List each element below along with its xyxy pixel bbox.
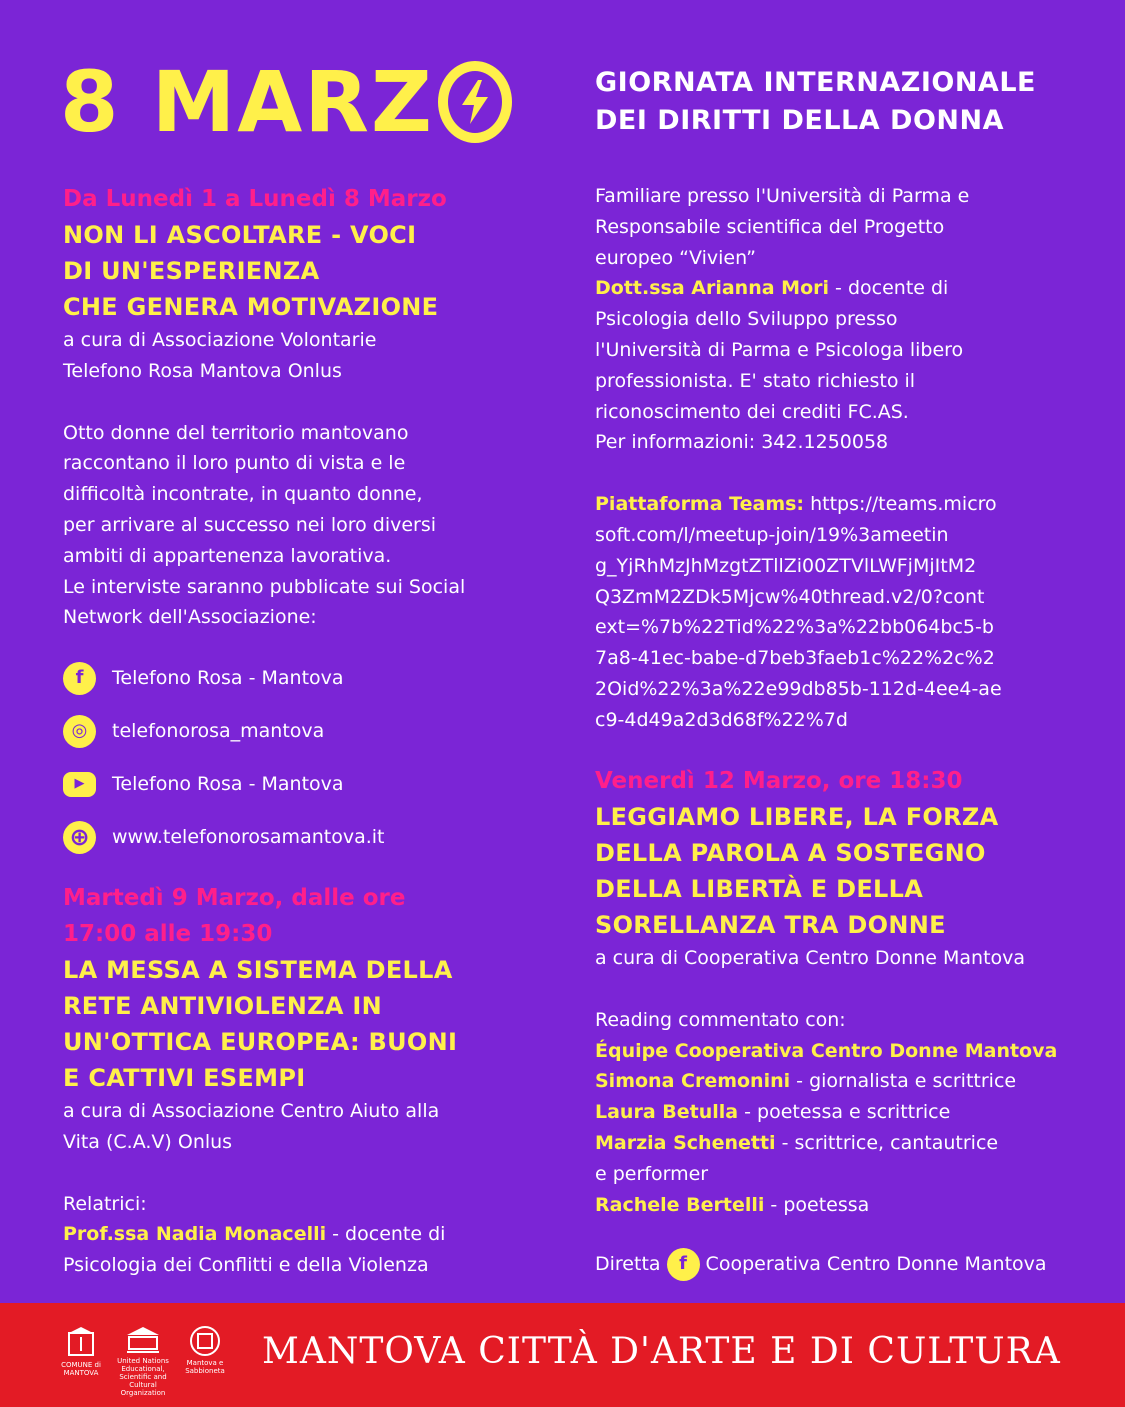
speaker-name: Prof.ssa Nadia Monacelli [63, 1223, 327, 1246]
event-organizer: a cura di Associazione Centro Aiuto alla Vita (C.A.V) Onlus [63, 1100, 440, 1153]
event-organizer: a cura di Associazione Volontarie Telefono Rosa Mantova Onlus [63, 329, 377, 382]
event-date: Venerdì 12 Marzo, ore 18:30 [595, 768, 963, 794]
social-item-youtube[interactable]: ▶ Telefono Rosa - Mantova [63, 758, 533, 811]
social-item-website[interactable]: ⊕ www.telefonorosamantova.it [63, 811, 533, 864]
participants: Reading commentato con: Équipe Cooperativa Centro Donne Mantova Simona Cremonini - giornalista e scrittrice Laura Betulla - poetessa e scrittrice Marzia Schenetti - scrittrice, cantautrice e performer Rachele Bertelli - poetessa [595, 1008, 1058, 1216]
event3-section [595, 763, 1065, 1281]
event-organizer: a cura di Cooperativa Centro Donne Mantova [595, 947, 1026, 969]
youtube-icon: ▶ [63, 772, 96, 797]
page-title [60, 52, 512, 152]
facebook-icon: f [667, 1248, 700, 1281]
title-text: 8 MARZ [60, 53, 434, 151]
event1-section [63, 181, 533, 633]
event-date: Martedì 9 Marzo, dalle ore 17:00 alle 19:30 [63, 885, 406, 947]
lightning-icon [438, 61, 512, 143]
event-description: Otto donne del territorio mantovano raccontano il loro punto di vista e le difficoltà incontrate, in quanto donne, per arrivare al successo nei loro diversi ambiti di appartenenza lavorativa. Le interviste saranno pubblicate sui Social Network dell'Associazione: [63, 421, 466, 629]
unesco-logo: United Nations Educational, Scientific and Cultural Organization [114, 1325, 172, 1397]
live-stream[interactable]: Diretta f Cooperativa Centro Donne Mantova [595, 1248, 1065, 1281]
event2-continued: Familiare presso l'Università di Parma e Responsabile scientifica del Progetto europeo “Vivien” Dott.ssa Arianna Mori - docente di Psicologia dello Sviluppo presso l'Università di Parma e Psicologa libero professionista. E' stato richiesto il riconoscimento dei crediti FC.AS. Per informazioni: 342.1250058 Piattaforma Teams: https://teams.micro soft.com/l/meetup-join/19%3ameetin g_YjRhMzJhMzgtZTllZi00ZTVlLWFjMjItM2 Q3ZmM2ZDk5Mjcw%40thread.v2/0?cont ext=%7b%22Tid%22%3a%22bb064bc5-b 7a8-41ec-babe-d7beb3faeb1c%22%2c%2 2Oid%22%3a%22e99db85b-112d-4ee4-ae c9-4d49a2d3d68f%22%7d [595, 181, 1065, 736]
speakers-label: Relatrici: [63, 1192, 147, 1215]
event2-section [63, 880, 533, 1281]
speaker-name: Dott.ssa Arianna Mori [595, 277, 830, 300]
subtitle-line: DEI DIRITTI DELLA DONNA [595, 105, 1005, 136]
teams-link[interactable]: Piattaforma Teams: https://teams.micro soft.com/l/meetup-join/19%3ameetin g_YjRhMzJhMzgtZTllZi00ZTVlLWFjMjItM2 Q3ZmM2ZDk5Mjcw%40thread.v2/0?cont ext=%7b%22Tid%22%3a%22bb064bc5-b 7a8-41ec-babe-d7beb3faeb1c%22%2c%2 2Oid%22%3a%22e99db85b-112d-4ee4-ae c9-4d49a2d3d68f%22%7d [595, 493, 1002, 731]
world-heritage-logo: Mantova e Sabbioneta [172, 1325, 238, 1375]
social-list [63, 652, 533, 864]
phone-info: Per informazioni: 342.1250058 [595, 431, 889, 454]
footer-slogan: MANTOVA CITTÀ D'ARTE E DI CULTURA [262, 1331, 1061, 1372]
social-item-facebook[interactable]: f Telefono Rosa - Mantova [63, 652, 533, 705]
facebook-icon: f [63, 662, 96, 695]
instagram-icon: ◎ [63, 715, 96, 748]
globe-icon: ⊕ [63, 821, 96, 854]
comune-mantova-logo: COMUNE di MANTOVA [58, 1325, 104, 1377]
footer [0, 1303, 1125, 1407]
page-subtitle [595, 64, 1036, 140]
platform-label: Piattaforma Teams: [595, 493, 805, 516]
speakers: Relatrici: Prof.ssa Nadia Monacelli - docente di Psicologia dei Conflitti e della Violenza [63, 1189, 533, 1281]
subtitle-line: GIORNATA INTERNAZIONALE [595, 67, 1036, 98]
event-date: Da Lunedì 1 a Lunedì 8 Marzo [63, 186, 447, 212]
event-title: LA MESSA A SISTEMA DELLA RETE ANTIVIOLENZA IN UN'OTTICA EUROPEA: BUONI E CATTIVI ESEMPI [63, 956, 458, 1092]
event-title: NON LI ASCOLTARE - VOCI DI UN'ESPERIENZA CHE GENERA MOTIVAZIONE [63, 221, 439, 321]
event-title: LEGGIAMO LIBERE, LA FORZA DELLA PAROLA A SOSTEGNO DELLA LIBERTÀ E DELLA SORELLANZA TRA DONNE [595, 803, 999, 939]
social-item-instagram[interactable]: ◎ telefonorosa_mantova [63, 705, 533, 758]
